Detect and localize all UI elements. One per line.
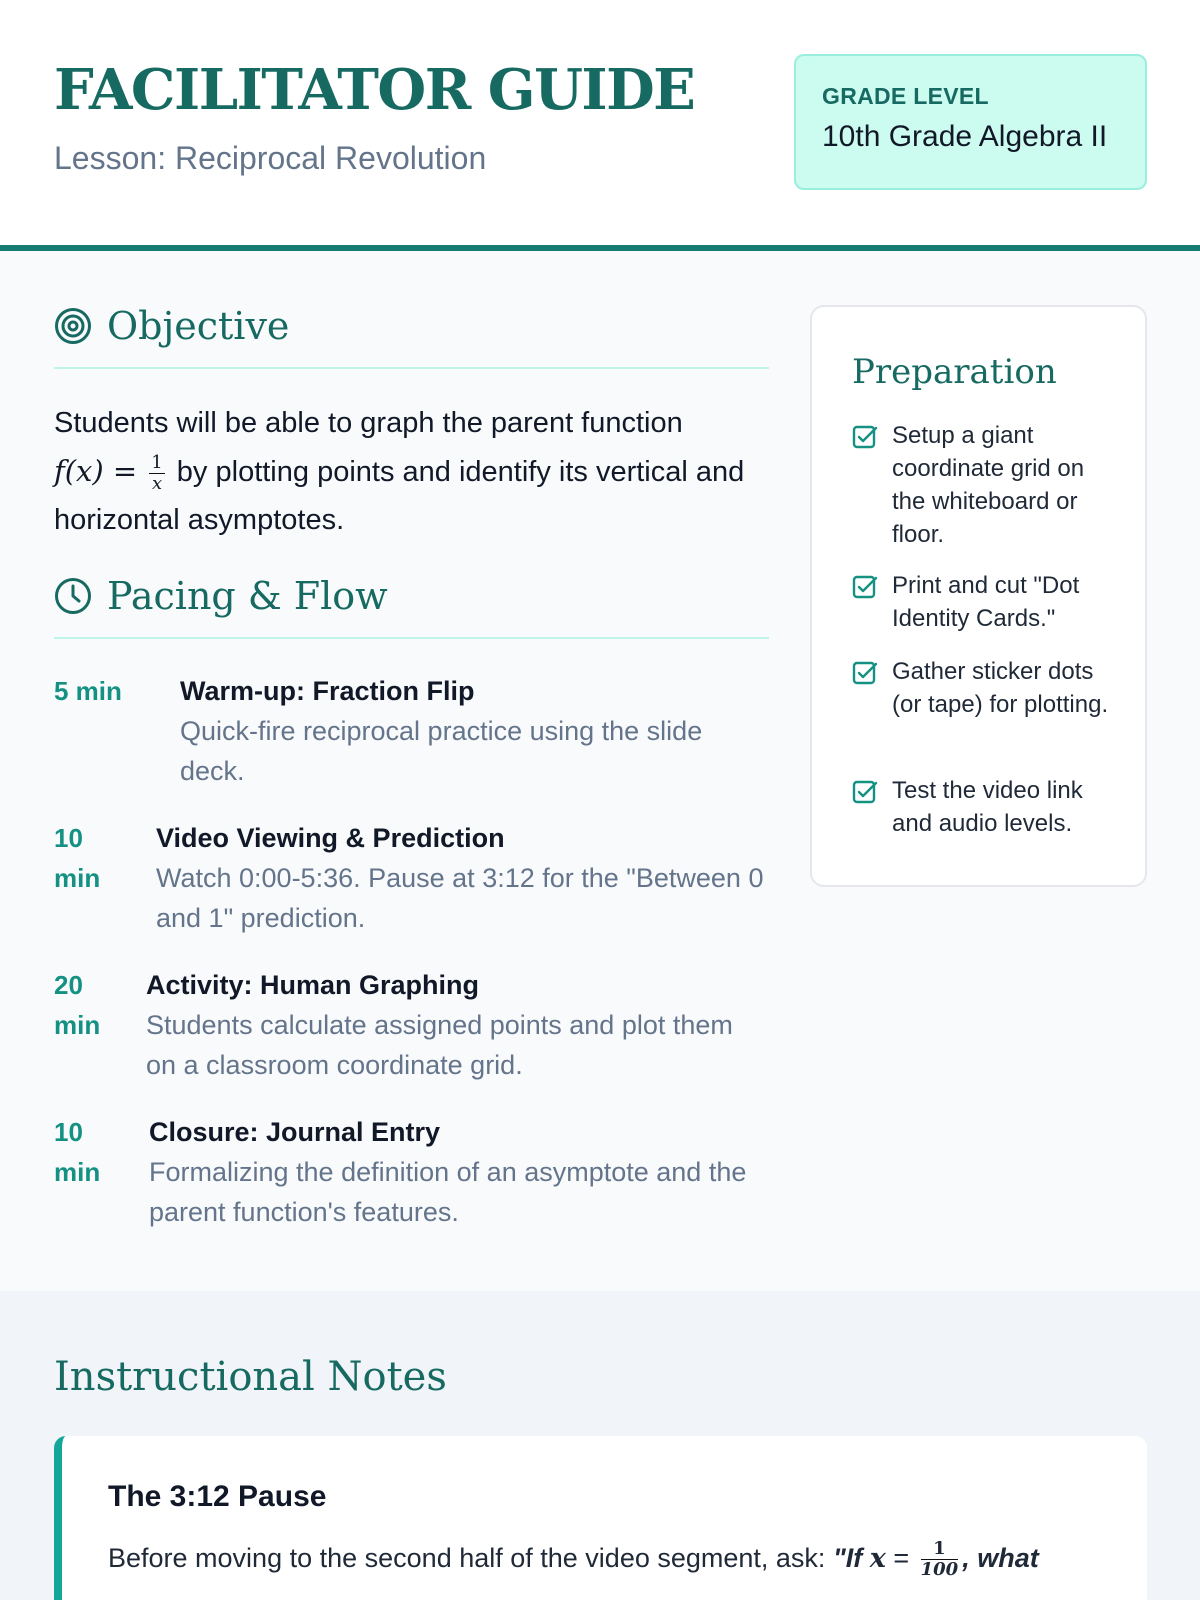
objective-text [54,399,769,544]
formula-fraction [149,451,164,494]
pacing-body [146,965,769,1085]
objective-text-start: Students will be able to graph the parent function [54,407,683,439]
preparation-card [810,305,1147,887]
checkbox-icon [852,780,878,806]
note-quote [832,1538,1039,1581]
pacing-heading [54,569,769,639]
formula-denominator: x [151,472,163,494]
note-card [54,1436,1147,1600]
note-quote-fraction [921,1540,959,1579]
preparation-item-label: Print and cut "Dot Identity Cards." [892,572,1080,632]
clock-icon [54,577,92,615]
preparation-item-label: Gather sticker dots (or tape) for plotting. [892,658,1109,718]
target-icon [54,307,92,345]
checkbox-icon [852,575,878,601]
grade-level-label: GRADE LEVEL [822,83,989,109]
pacing-heading-text: Pacing & Flow [107,574,388,618]
pacing-description: Quick-fire reciprocal practice using the slide deck. [180,716,703,786]
checkbox-icon [852,425,878,451]
objective-heading [54,299,769,369]
objective-heading-text: Objective [107,304,290,348]
pacing-time: 10 min [54,823,101,893]
pacing-body [149,1112,749,1232]
note-quote-equals: = [885,1543,917,1573]
note-text-start: Before moving to the second half of the video segment, ask: [108,1543,833,1573]
note-quote-start: "If [832,1543,870,1573]
preparation-item-label: Test the video link and audio levels. [892,777,1083,837]
pacing-title: Video Viewing & Prediction [156,823,505,853]
document-title: FACILITATOR GUIDE [54,57,695,123]
instructional-notes-section [0,1291,1200,1600]
preparation-title: Preparation [852,352,1057,392]
pacing-body [156,818,769,938]
note-quote-end: , what [962,1543,1039,1573]
preparation-item-label: Setup a giant coordinate grid on the whiteboard or floor. [892,422,1085,548]
formula-numerator: 1 [151,451,163,473]
grade-level-value: 10th Grade Algebra II [822,120,1108,153]
note-quote-numerator: 1 [921,1540,959,1560]
pacing-time: 20 min [54,970,101,1040]
pacing-description: Formalizing the definition of an asymptote and the parent function's features. [149,1157,747,1227]
pacing-title: Activity: Human Graphing [146,970,480,1000]
pacing-description: Students calculate assigned points and plot them on a classroom coordinate grid. [146,1010,733,1080]
main-content [0,251,1200,1291]
grade-level-box [794,54,1147,190]
lesson-subtitle: Lesson: Reciprocal Revolution [54,140,487,176]
pacing-body [180,671,770,791]
note-quote-denominator: 100 [920,1559,959,1581]
checkbox-icon [852,661,878,687]
formula-lhs: f(x) = [54,454,138,488]
pacing-time: 10 min [54,1117,101,1187]
pacing-description: Watch 0:00-5:36. Pause at 3:12 for the "Between 0 and 1" prediction. [156,863,764,933]
note-card-title: The 3:12 Pause [108,1480,327,1513]
note-card-text [108,1538,1108,1579]
pacing-time: 5 min [54,676,122,706]
header [0,0,1200,251]
note-quote-variable: x [869,1543,886,1574]
instructional-notes-title: Instructional Notes [54,1354,447,1400]
pacing-title: Closure: Journal Entry [149,1117,441,1147]
objective-text-end: by plotting points and identify its vertical and horizontal asymptotes. [54,456,745,536]
pacing-title: Warm-up: Fraction Flip [180,676,475,706]
